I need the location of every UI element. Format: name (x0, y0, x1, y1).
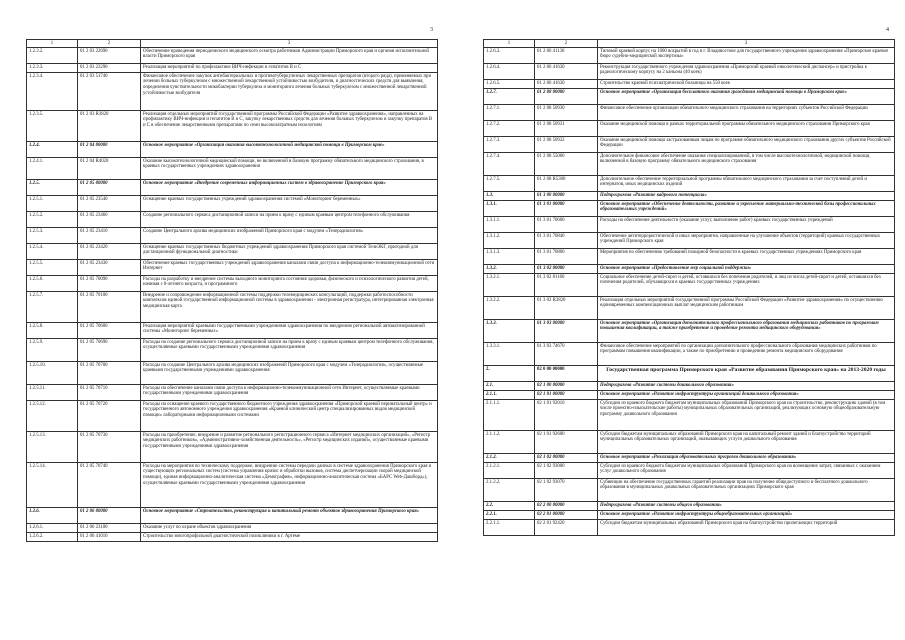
item-number: 1.3.1. (484, 201, 535, 217)
item-number: 1.2.5.9. (27, 339, 78, 362)
item-number: 1.2.5.5. (27, 260, 78, 276)
item-description: Реализация отдельных мероприятий государственной программы Российской Федерации «Развитие здравоохранения», направленных на профилактику ВИЧ-инфекции и гепатитов В и С, закупку лекарственных средств для лечения больных туберкулезом и закупку препаратов B и C в обеспечение лекарственными препаратами по семи высокозатратным нозологиям (141, 111, 438, 142)
item-number: 1.2.5.2. (27, 212, 78, 228)
item-description: Финансовое обеспечение организации обязательного медицинского страхования на территориях субъектов Российской Федерации (598, 105, 895, 121)
item-number: 2.1. (484, 382, 535, 391)
budget-code: 01 2 06 41130 (535, 48, 598, 64)
budget-code-table (26, 39, 438, 542)
budget-code: 01 3 00 00000 (535, 192, 598, 201)
item-description: Субсидии из краевого бюджета бюджетам муниципальных образований Приморского края на строительство, реконструкцию зданий (в том числе проектно-изыскательские работы) муниципальных образовательных организаций, реализующих основную общеобразовательную программу дошкольного образования (598, 400, 895, 431)
budget-code: 01 2 05 70090 (78, 276, 141, 292)
item-number: 1.3.2.2. (484, 297, 535, 320)
item-description: Субвенции на обеспечение государственных гарантий реализации прав на получение общедоступного и бесплатного дошкольного образования в муниципальных дошкольных образовательных организациях Приморского края (598, 479, 895, 502)
item-description: Реализация отдельных мероприятий государственной программы Российской Федерации «Развитие здравоохранения» по осуществлению единовременных компенсационных выплат медицинским работникам (598, 297, 895, 320)
item-description: Обеспечение краевых государственных учреждений здравоохранения каналами связи доступа к информационно-телекоммуникационной сети Интернет (141, 260, 438, 276)
table-row (27, 228, 438, 244)
budget-code: 01 2 05 23460 (78, 212, 141, 228)
budget-code: 01 3 01 00000 (535, 201, 598, 217)
item-number: 1.2.5.8. (27, 323, 78, 339)
budget-code: 01 2 06 23100 (78, 524, 141, 533)
table-row (484, 249, 895, 265)
item-number: 1.2.5.1. (27, 196, 78, 212)
table-row (484, 48, 895, 64)
item-description: Финансовое обеспечение закупок антибактериальных и противотуберкулезных лекарственных препаратов (второго ряда), применяемых при лечении больных туберкулезом с множественной лекарственной устойчивостью возбудителя, и диагностических средств для выявления, определения чувствительности микобактерии туберкулеза и мониторинга лечения больных туберкулезом с множественной лекарственной устойчивостью возбудителя (141, 73, 438, 111)
budget-code-table (483, 39, 895, 536)
item-number: 1.3.2. (484, 265, 535, 274)
item-number: 1.2.3.4. (27, 73, 78, 111)
item-number: 1.2.4.1. (27, 158, 78, 180)
item-number: 1.2.5. (27, 180, 78, 196)
item-number: 1.2.5.10. (27, 362, 78, 385)
table-row (484, 153, 895, 176)
item-description: Расходы на приобретение, внедрение и развитие регионального регистрационного сервиса «Интернет медицинских организаций», «Регистр медицинских работников», «Административно-хозяйственная деятельность», «Регистр медицинских изданий», осуществляемые краевыми государственными учреждениями здравоохранения (141, 432, 438, 463)
item-number: 1.2.5.4. (27, 244, 78, 260)
item-description: Расходы на создание регионального сервиса дистанционной записи на прием к врачу с единым краевым центром телефонного обслуживания, осуществляемые краевыми государственными учреждениями здравоохранения (141, 339, 438, 362)
item-number: 2.1.1.2. (484, 431, 535, 454)
table-row (484, 343, 895, 366)
column-header: 3 (598, 40, 895, 48)
column-header-row (27, 40, 438, 48)
budget-code: 02 2 01 00000 (535, 511, 598, 520)
item-description: Финансовое обеспечение мероприятий по организации дополнительного профессионального образования медицинских работников по программам повышения квалификации, а также по приобретению и проведению ремонта медицинского оборудования (598, 343, 895, 366)
budget-code: 01 2 03 51740 (78, 73, 141, 111)
item-description: Расходы на создание Центрального архива медицинских изображений Приморского края с модулем «Телерадиология», осуществляемые краевыми государственными учреждениями здравоохранения (141, 362, 438, 385)
budget-code: 01 3 02 R3820 (535, 297, 598, 320)
item-number: 1.2.5.3. (27, 228, 78, 244)
budget-code: 01 2 05 70730 (78, 432, 141, 463)
column-header-row (484, 40, 895, 48)
item-description: Расходы на оснащение краевого государственного бюджетного учреждения здравоохранения «Приморской краевой перинатальный центр» и государственного автономного учреждения здравоохранения «Краевой клинический центр специализированных видов медицинской помощи» лабораторными информационными системами (141, 401, 438, 432)
item-number: 1.2.5.12. (27, 401, 78, 432)
item-number: 1.2.7.4. (484, 153, 535, 176)
item-description: Оказание услуг по охране объектов здравоохранения (141, 524, 438, 533)
item-number: 2.2.1. (484, 511, 535, 520)
item-number: 1.2.5.13. (27, 432, 78, 463)
left-page (0, 0, 452, 640)
budget-code: 01 3 01 70800 (535, 249, 598, 265)
item-number: 1.2.5.11. (27, 385, 78, 401)
table-row (27, 158, 438, 180)
table-row (484, 89, 895, 105)
item-description: Расходы на обеспечение деятельности (оказание услуг, выполнение работ) краевых государственных учреждений (598, 217, 895, 233)
table-row (27, 292, 438, 323)
item-description: Расходы на разработку и внедрение системы выходного мониторинга состояния здоровья, физического и психологического развития детей, начиная с 0-летнего возраста, и программного (141, 276, 438, 292)
item-number: 2.1.2.1. (484, 463, 535, 479)
page-number: 3 (430, 27, 433, 33)
table-row (27, 401, 438, 432)
table-row (27, 48, 438, 64)
page-number: 4 (886, 27, 889, 33)
table-row (27, 432, 438, 463)
table-row (484, 274, 895, 297)
budget-code: 01 2 04 R4020 (78, 158, 141, 180)
item-description: Оказание высокотехнологичной медицинской помощи, не включенной в базовую программу обязательного медицинского страхования, в краевых государственных учреждениях здравоохранения (141, 158, 438, 180)
budget-code: 01 2 06 41630 (535, 64, 598, 80)
item-description: Оказание медицинской помощи в рамках территориальной программы обязательного медицинского страхования Приморского края (598, 121, 895, 137)
table-row (27, 142, 438, 158)
item-number: 2.1.2.2. (484, 479, 535, 502)
budget-code: 01 2 08 R5300 (535, 176, 598, 192)
item-number: 1.2.7.5. (484, 176, 535, 192)
table-row (27, 244, 438, 260)
item-description: Строительство краевой психиатрической больницы на 550 коек (598, 80, 895, 89)
budget-code: 01 2 05 23430 (78, 260, 141, 276)
table-row (27, 362, 438, 385)
item-description: Реконструкция государственного учреждения здравоохранения «Приморский краевой онкологический диспансер» и пристройка к радиологическому корпусу на 2 каньона (40 коек) (598, 64, 895, 80)
table-row (484, 400, 895, 431)
item-number: 1.2.4. (27, 142, 78, 158)
item-number: 1.2.6.4. (484, 64, 535, 80)
table-row (484, 233, 895, 249)
item-number: 2.1.2. (484, 454, 535, 463)
column-header: 1 (484, 40, 535, 48)
item-description: Создание Центрального архива медицинских изображений Приморского края с модулем «Телерадиология» (141, 228, 438, 244)
table-row (484, 176, 895, 192)
table-row (484, 64, 895, 80)
table-row (484, 192, 895, 201)
item-number: 1.3.1.2. (484, 233, 535, 249)
table-row (27, 385, 438, 401)
item-description: Основное мероприятие «Обеспечение деятельности, развитие и укрепление материально-технической базы профессиональных образовательных учреждений» (598, 201, 895, 217)
budget-code: 02 1 02 93070 (535, 479, 598, 502)
item-description: Реализация мероприятий краевыми государственными учреждениями здравоохранения по внедрению региональной автоматизированной системы «Мониторинг беременных» (141, 323, 438, 339)
item-description: Обеспечение проведения периодического медицинского осмотра работников Администрации Приморского края и органов исполнительной власти Приморского края (141, 48, 438, 64)
table-row (484, 366, 895, 382)
table-row (27, 212, 438, 228)
budget-code: 01 2 06 41010 (78, 533, 141, 542)
item-number: 1.2.6.2. (27, 533, 78, 542)
item-description: Расходы на мероприятия по техническому поддержке, внедрению системы передачи данных в системе здравоохранения Приморского края и существующих региональных систем (система управления кризис и обработки вызовов, система диспетчеризации скорой медицинской помощи), единая информационно-аналитическая система «Демография», информационно-аналитическая система «БАРС Web-Дашборд»), осуществляемые краевыми государственными учреждениями здравоохранения (141, 463, 438, 508)
table-row (484, 80, 895, 89)
item-description: Субсидии из краевого бюджета бюджетам муниципальных образований Приморского края на возмещение затрат, связанных с оказанием услуг дошкольного образования (598, 463, 895, 479)
budget-code: 01 2 03 22690 (78, 48, 141, 64)
table-row (484, 297, 895, 320)
budget-code: 01 2 05 23410 (78, 228, 141, 244)
table-row (484, 391, 895, 400)
item-description: Основное мероприятие «Строительство, реконструкция и капитальный ремонт объектов здравоохранения Приморского края» (141, 508, 438, 524)
table-row (484, 431, 895, 454)
budget-code: 01 2 05 23540 (78, 196, 141, 212)
budget-code: 01 3 03 00000 (535, 320, 598, 343)
table-row (27, 111, 438, 142)
table-row (27, 276, 438, 292)
item-number: 1.2.3.2. (27, 48, 78, 64)
item-number: 1.2.7. (484, 89, 535, 105)
item-description: Основное мероприятие «Развитие инфраструктуры общеобразовательных организаций» (598, 511, 895, 520)
table-row (27, 533, 438, 542)
budget-code: 02 1 01 00000 (535, 391, 598, 400)
table-row (27, 463, 438, 508)
table-row (484, 479, 895, 502)
budget-code: 01 2 05 70690 (78, 339, 141, 362)
item-description: Социальное обеспечение детей-сирот и детей, оставшихся без попечения родителей, и лиц из числа детей-сирот и детей, оставшихся без попечения родителей, обучающихся в краевых государственных учреждениях (598, 274, 895, 297)
budget-code: 02 1 02 93000 (535, 463, 598, 479)
item-number: 1.3.3.1. (484, 343, 535, 366)
item-description: Строительство многопрофильной диагностической поликлиники в г. Артеме (141, 533, 438, 542)
budget-code: 02 0 00 00000 (535, 366, 598, 382)
column-header: 2 (535, 40, 598, 48)
table-row (484, 502, 895, 511)
item-number: 1.2.5.14. (27, 463, 78, 508)
item-number: 1.2.6.3. (484, 48, 535, 64)
item-description: Основное мероприятие «Организация бесплатного оказания гражданам медицинской помощи в Приморском крае» (598, 89, 895, 105)
budget-code: 01 2 08 50931 (535, 121, 598, 137)
item-number: 2.1.1. (484, 391, 535, 400)
item-description: Дополнительное обеспечение территориальной программы обязательного медицинского страхования за счет поступлений детей и интернатов, иных медицинских изделий (598, 176, 895, 192)
item-description: Подпрограмма «Развитие кадрового потенциала» (598, 192, 895, 201)
budget-code: 01 3 01 70600 (535, 217, 598, 233)
budget-code: 01 2 06 00000 (78, 508, 141, 524)
budget-code: 01 2 08 00000 (535, 89, 598, 105)
budget-code: 01 2 08 55060 (535, 153, 598, 176)
table-row (27, 323, 438, 339)
budget-code: 01 2 05 70720 (78, 401, 141, 432)
item-description: Обеспечение антитеррористической и иных мероприятия, направленные на улучшение объектов (территорий) краевых государственных учреждений Приморского края (598, 233, 895, 249)
table-row (27, 508, 438, 524)
item-description: Типовой краевой корпус на 1000 вскрытий в год в г. Владивостоке для государственного учреждения здравоохранения «Приморское краевое бюро судебно-медицинской экспертизы» (598, 48, 895, 64)
item-description: Оснащение краевых государственных бюджетных учреждений здравоохранения Приморского края системой ТелеЭКГ, пригодной для дистанционной функциональной диагностики (141, 244, 438, 260)
budget-code: 01 2 05 70710 (78, 385, 141, 401)
item-description: Основное мероприятие «Организация оказания высокотехнологичной медицинской помощи в Приморском крае» (141, 142, 438, 158)
budget-code: 01 3 02 00000 (535, 265, 598, 274)
table-row (27, 64, 438, 73)
item-number: 2.2. (484, 502, 535, 511)
column-header: 2 (78, 40, 141, 48)
table-row (484, 265, 895, 274)
item-description: Основное мероприятие «Внедрение современных информационных систем в здравоохранение Приморского края» (141, 180, 438, 196)
item-number: 1.3.3. (484, 320, 535, 343)
table-row (484, 454, 895, 463)
table-row (484, 137, 895, 153)
budget-code: 01 2 08 50930 (535, 105, 598, 121)
budget-code: 01 2 05 70740 (78, 463, 141, 508)
table-row (27, 260, 438, 276)
table-row (484, 520, 895, 536)
budget-code: 01 2 05 00000 (78, 180, 141, 196)
item-number: 1.2.5.6. (27, 276, 78, 292)
budget-code: 01 2 06 41630 (535, 80, 598, 89)
table-row (484, 382, 895, 391)
item-number: 1.3.1.3. (484, 249, 535, 265)
budget-code: 01 2 05 70600 (78, 323, 141, 339)
budget-code: 01 2 08 50932 (535, 137, 598, 153)
item-number: 1.2.3.3. (27, 64, 78, 73)
item-description: Субсидии бюджетам муниципальных образований Приморского края на благоустройство прилегающих территорий (598, 520, 895, 536)
item-description: Мероприятия по обеспечению требований пожарной безопасности в краевых государственных учреждениях Приморского края (598, 249, 895, 265)
item-number: 1.3.1.1. (484, 217, 535, 233)
table-row (484, 121, 895, 137)
right-page (453, 0, 905, 640)
item-description: Внедрение и сопровождение информационной системы поддержки телемедицинских консультаций, поддержки работоспособности комплексов единой государственной информационной системы в здравоохранении - электронная регистратура, интегрированная электронная медицинская карта (141, 292, 438, 323)
item-number: 1.2.3.5. (27, 111, 78, 142)
budget-code: 01 2 04 00000 (78, 142, 141, 158)
budget-code: 01 3 01 70840 (535, 233, 598, 249)
item-number: 1.2.6.1. (27, 524, 78, 533)
item-description: Основное мероприятие «Реализация образовательных программ дошкольного образования» (598, 454, 895, 463)
item-number: 1.2.6.5. (484, 80, 535, 89)
budget-code: 02 1 01 92010 (535, 400, 598, 431)
item-number: 1.2.7.1. (484, 105, 535, 121)
budget-code: 01 2 03 23290 (78, 64, 141, 73)
item-number: 2. (484, 366, 535, 382)
budget-code: 01 2 03 R3820 (78, 111, 141, 142)
table-row (484, 217, 895, 233)
item-number: 1.2.7.3. (484, 137, 535, 153)
item-number: 1.2.6. (27, 508, 78, 524)
item-description: Субсидии бюджетам муниципальных образований Приморского края на капитальный ремонт зданий и благоустройство территорий муниципальных образовательных организаций, оказывающих услуги дошкольного образования (598, 431, 895, 454)
item-description: Создание регионального сервиса дистанционной записи на прием к врачу с единым краевым центром телефонного обслуживания (141, 212, 438, 228)
table-row (484, 201, 895, 217)
item-number: 1.2.5.7. (27, 292, 78, 323)
budget-code: 01 2 05 70100 (78, 292, 141, 323)
item-number: 2.2.1.1. (484, 520, 535, 536)
item-description: Дополнительное финансовое обеспечение оказания специализированной, в том числе высокотехнологичной, медицинской помощи, включенной в базовую программу обязательного медицинского страхования (598, 153, 895, 176)
budget-code: 01 2 05 70700 (78, 362, 141, 385)
item-description: Основное мероприятие «Организация дополнительного профессионального образования медицинских работников по программам повышения квалификации, а также приобретение и проведение ремонта медицинского оборудования» (598, 320, 895, 343)
item-number: 1.3.2.1. (484, 274, 535, 297)
item-description: Оказание медицинской помощи застрахованным лицам по программе обязательного медицинского страхования других субъектов Российской Федерации (598, 137, 895, 153)
item-description: Реализация мероприятий по профилактике ВИЧ-инфекции и гепатитов В и С (141, 64, 438, 73)
table-row (484, 105, 895, 121)
table-row (484, 320, 895, 343)
column-header: 1 (27, 40, 78, 48)
table-row (484, 463, 895, 479)
item-description: Государственная программа Приморского края «Развитие образования Приморского края» на 2013-2020 годы (598, 366, 895, 382)
item-description: Оснащение краевых государственных учреждений здравоохранения системой «Мониторинг беременных» (141, 196, 438, 212)
item-number: 2.1.1.1. (484, 400, 535, 431)
column-header: 3 (141, 40, 438, 48)
table-row (27, 524, 438, 533)
budget-code: 02 2 01 92420 (535, 520, 598, 536)
table-row (484, 511, 895, 520)
budget-code: 01 3 03 74670 (535, 343, 598, 366)
table-row (27, 196, 438, 212)
budget-code: 02 1 02 00000 (535, 454, 598, 463)
table-row (27, 339, 438, 362)
item-description: Подпрограмма «Развитие системы дошкольного образования» (598, 382, 895, 391)
item-number: 1.3. (484, 192, 535, 201)
table-row (27, 73, 438, 111)
budget-code: 02 1 00 00000 (535, 382, 598, 391)
item-number: 1.2.7.2. (484, 121, 535, 137)
budget-code: 01 3 02 81160 (535, 274, 598, 297)
item-description: Основное мероприятие «Предоставление мер социальной поддержки» (598, 265, 895, 274)
table-row (27, 180, 438, 196)
budget-code: 02 1 01 92600 (535, 431, 598, 454)
item-description: Расходы на обеспечение каналами связи доступа к информационно-телекоммуникационной сети Интернет, осуществляемые краевыми государственными учреждениями здравоохранения (141, 385, 438, 401)
item-description: Основное мероприятие «Развитие инфраструктуры организаций дошкольного образования» (598, 391, 895, 400)
budget-code: 02 2 00 00000 (535, 502, 598, 511)
item-description: Подпрограмма «Развитие системы общего образования» (598, 502, 895, 511)
budget-code: 01 2 05 23420 (78, 244, 141, 260)
